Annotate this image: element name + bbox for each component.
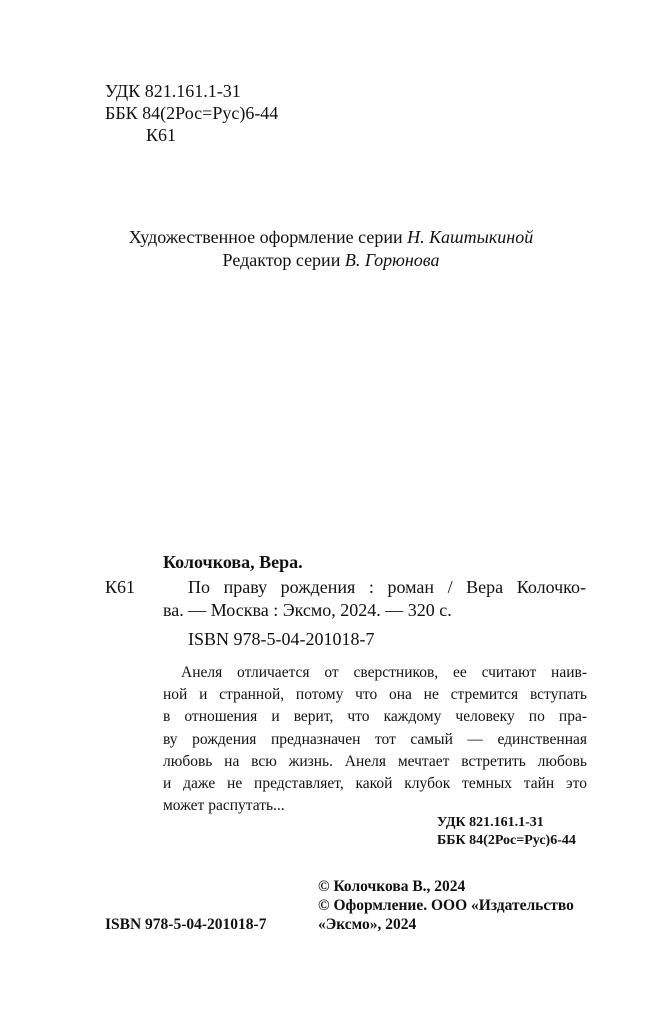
annotation-line: и даже не представляет, какой клубок темных тайн это [163,774,587,792]
bbk-code: ББК 84(2Рос=Рус)6-44 [105,103,279,123]
copyright-publisher: «Эксмо», 2024 [318,916,417,933]
annotation-line: ву рождения предназначен тот самый — единственная [163,730,587,748]
copyright-design: © Оформление. ООО «Издательство [318,897,574,914]
design-credit-label: Художественное оформление серии [128,227,408,247]
design-credit-name: Н. Каштыкиной [407,227,534,247]
annotation-line: Анеля отличается от сверстников, ее считают наив- [181,664,587,681]
annotation-line: любовь на всю жизнь. Анеля мечтает встретить любовь [163,752,587,770]
design-credit [0,226,662,248]
annotation-line: может распутать... [163,797,285,815]
annotation-line: ной и странной, потому что она не стремится вступать [163,686,587,704]
editor-credit [0,249,662,271]
editor-credit-name: В. Горюнова [344,250,440,270]
udk-code: УДК 821.161.1-31 [105,81,241,101]
author-mark: К61 [146,125,177,145]
bib-author-mark: К61 [105,577,136,597]
bib-line-1: По праву рождения : роман / Вера Колочко- [188,577,586,597]
bib-isbn: ISBN 978-5-04-201018-7 [188,629,375,649]
bottom-bbk-code: ББК 84(2Рос=Рус)6-44 [437,833,576,848]
bib-author: Колочкова, Вера. [163,552,303,572]
bib-line-2: ва. — Москва : Эксмо, 2024. — 320 с. [163,600,452,620]
annotation [163,662,587,817]
copyright-author: © Колочкова В., 2024 [318,878,466,895]
bottom-udk-code: УДК 821.161.1-31 [437,815,544,830]
annotation-line: в отношения и верит, что каждому человеку по пра- [163,708,587,726]
bottom-isbn: ISBN 978-5-04-201018-7 [105,916,267,933]
editor-credit-label: Редактор серии [222,250,345,270]
